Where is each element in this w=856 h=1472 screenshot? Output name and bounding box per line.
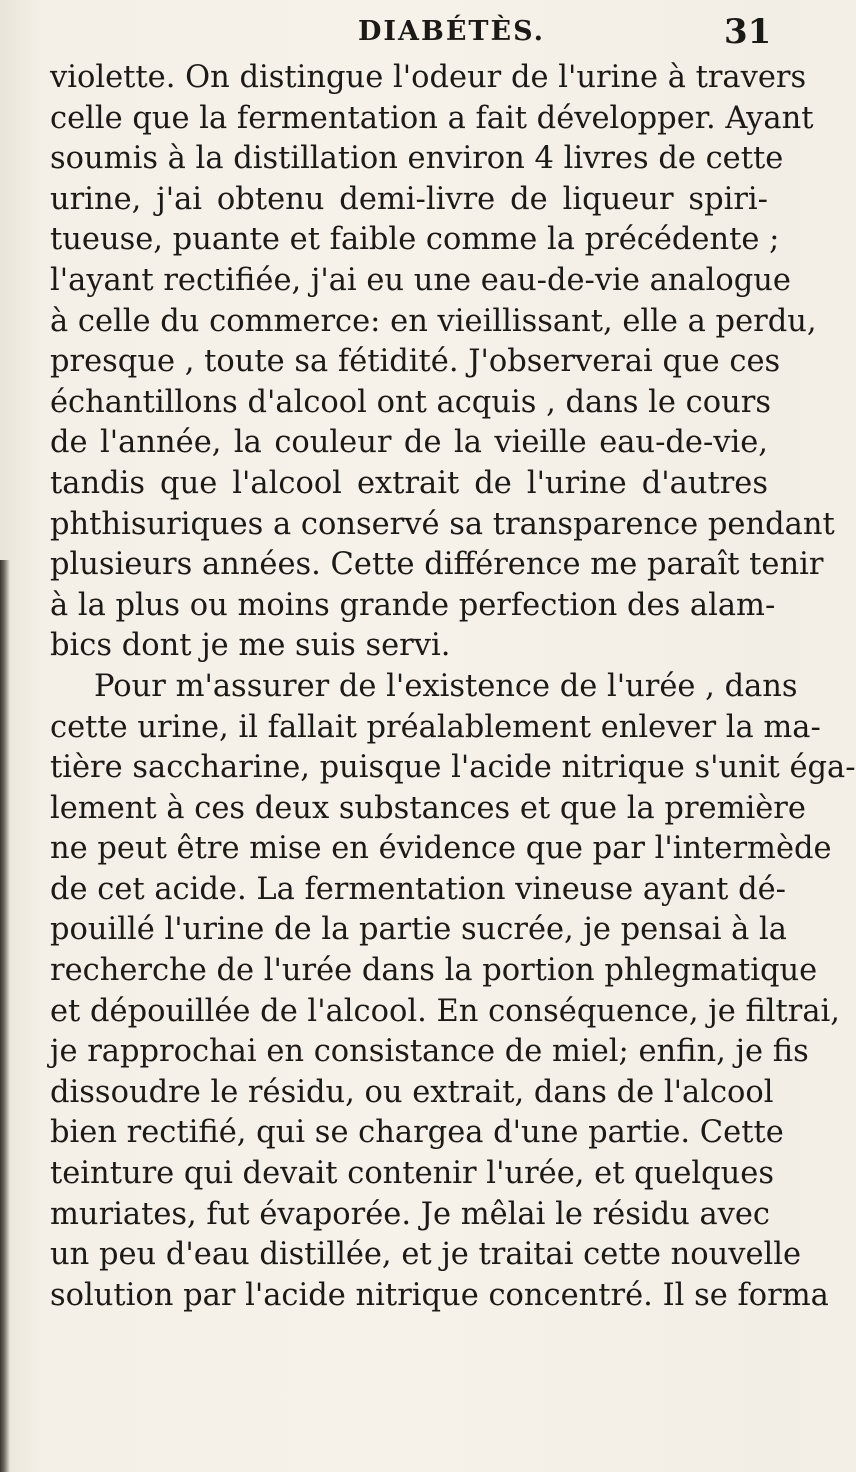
body-text (50, 58, 856, 1316)
text-line: tandis que l'alcool extrait de l'urine d'autres (50, 465, 768, 501)
text-line: bien rectifié, qui se chargea d'une partie. Cette (50, 1115, 784, 1151)
text-line: cette urine, il fallait préalablement enlever la ma- (50, 709, 821, 745)
text-line: à celle du commerce: en vieillissant, elle a perdu, (50, 303, 817, 339)
text-line: tueuse, puante et faible comme la précédente ; (50, 222, 780, 258)
text-line: presque , toute sa fétidité. J'observerai que ces (50, 344, 781, 380)
text-line: celle que la fermentation a fait développer. Ayant (50, 100, 814, 136)
text-line: bics dont je me suis servi. (50, 628, 451, 664)
text-line: je rapprochai en consistance de miel; enfin, je fis (50, 1034, 809, 1070)
text-line: recherche de l'urée dans la portion phlegmatique (50, 953, 818, 989)
text-line: plusieurs années. Cette différence me paraît tenir (50, 547, 824, 583)
text-line: et dépouillée de l'alcool. En conséquence, je filtrai, (50, 993, 841, 1029)
page-number: 31 (724, 12, 772, 52)
text-line: dissoudre le résidu, ou extrait, dans de l'alcool (50, 1074, 774, 1110)
text-line: échantillons d'alcool ont acquis , dans le cours (50, 384, 771, 420)
text-line: à la plus ou moins grande perfection des alam- (50, 587, 776, 623)
text-line: phthisuriques a conservé sa transparence pendant (50, 506, 835, 542)
text-line: teinture qui devait contenir l'urée, et quelques (50, 1156, 775, 1192)
text-line: lement à ces deux substances et que la première (50, 790, 806, 826)
text-line: muriates, fut évaporée. Je mêlai le résidu avec (50, 1196, 771, 1232)
binding-shadow (0, 560, 10, 1472)
text-line: de l'année, la couleur de la vieille eau-de-vie, (50, 425, 768, 461)
text-line: solution par l'acide nitrique concentré. Il se forma (50, 1277, 829, 1313)
running-head (0, 12, 800, 56)
text-line: urine, j'ai obtenu demi-livre de liqueur spiri- (50, 181, 768, 217)
text-line: ne peut être mise en évidence que par l'intermède (50, 831, 832, 867)
text-line: Pour m'assurer de l'existence de l'urée , dans (94, 668, 798, 704)
text-line: tière saccharine, puisque l'acide nitrique s'unit éga- (50, 750, 856, 786)
text-line: de cet acide. La fermentation vineuse ayant dé- (50, 871, 786, 907)
text-line: un peu d'eau distillée, et je traitai cette nouvelle (50, 1237, 802, 1273)
running-head-title: DIABÉTÈS. (358, 16, 546, 47)
text-line: pouillé l'urine de la partie sucrée, je pensai à la (50, 912, 787, 948)
text-line: violette. On distingue l'odeur de l'urine à travers (50, 60, 807, 95)
text-line: l'ayant rectifiée, j'ai eu une eau-de-vie analogue (50, 262, 791, 298)
text-line: soumis à la distillation environ 4 livres de cette (50, 141, 784, 177)
